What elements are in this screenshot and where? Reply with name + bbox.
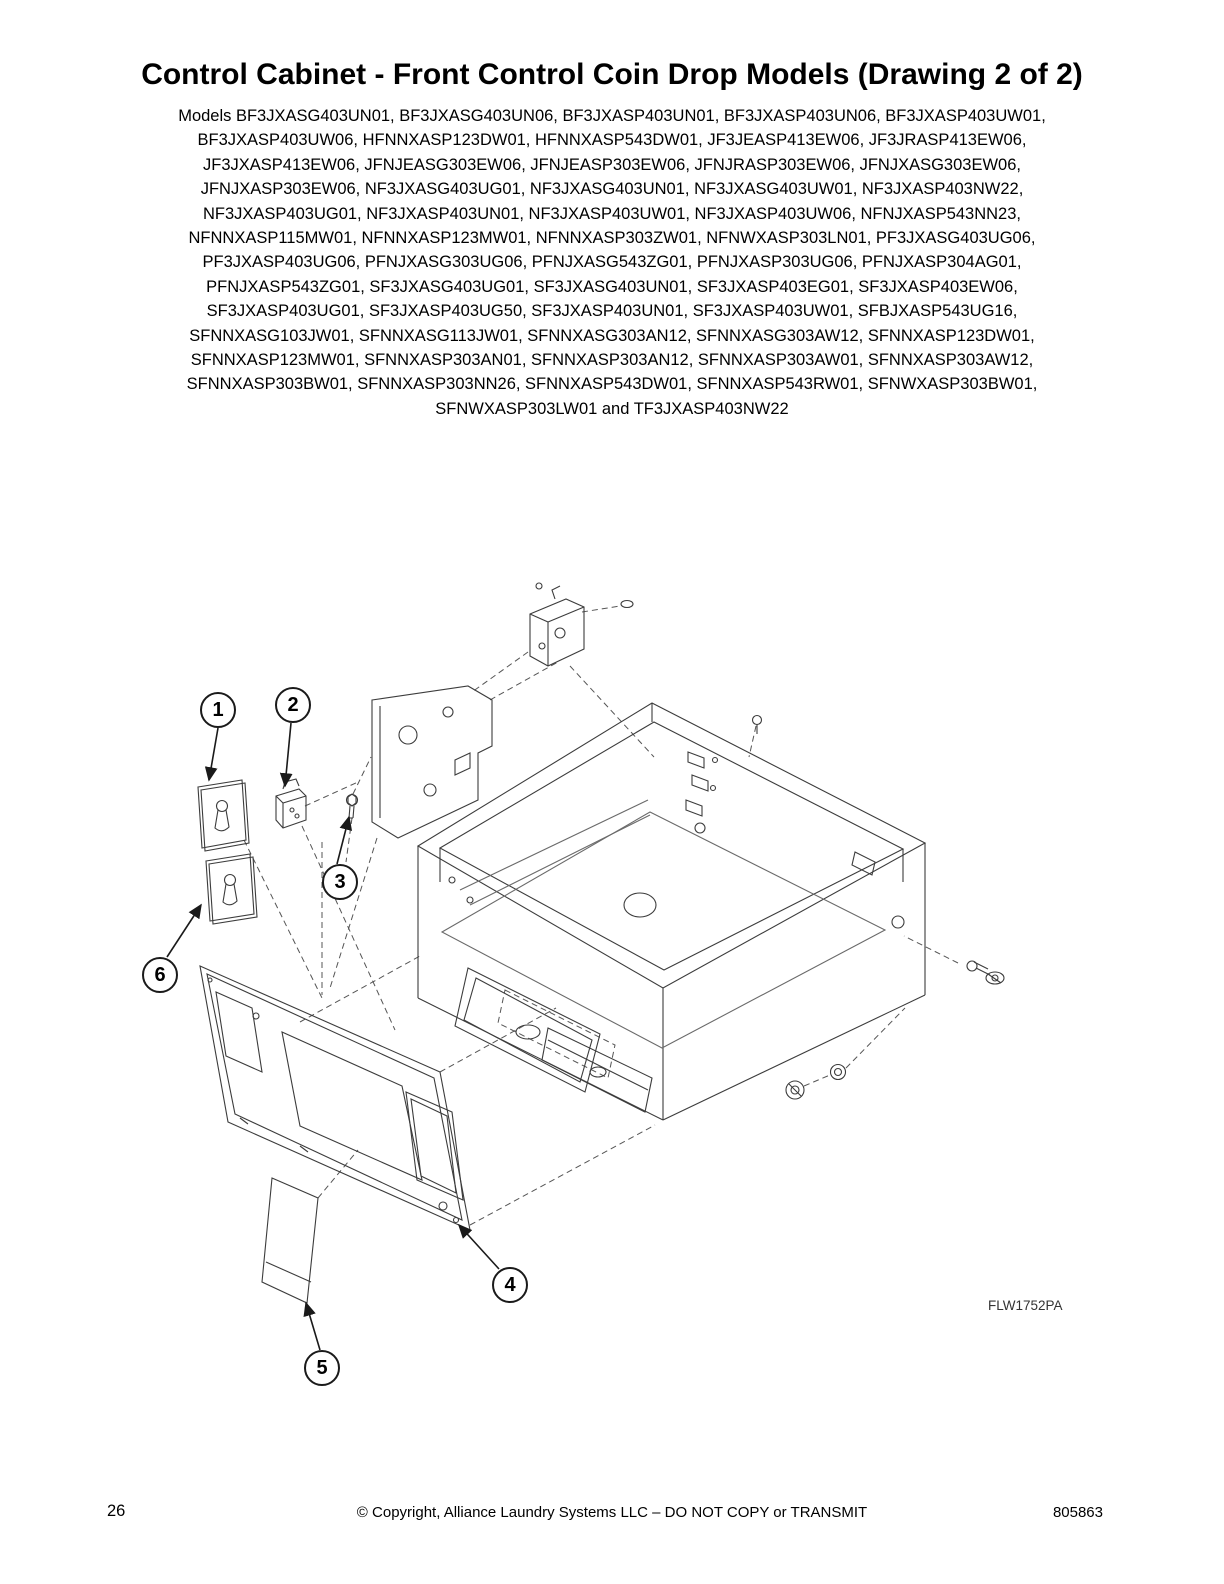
callout-number: 2: [287, 693, 299, 716]
callout-3: [322, 864, 358, 900]
callout-number: 4: [504, 1273, 516, 1296]
callout-4: [492, 1267, 528, 1303]
model-line: JFNJXASP303EW06, NF3JXASG403UG01, NF3JXASG403UN01, NF3JXASG403UW01, NF3JXASP403NW22,: [200, 180, 1024, 199]
model-line: Models BF3JXASG403UN01, BF3JXASG403UN06, BF3JXASP403UN01, BF3JXASP403UN06, BF3JXASP403UW01,: [178, 107, 1046, 125]
copyright-text: © Copyright, Alliance Laundry Systems LLC – DO NOT COPY or TRANSMIT: [356, 1504, 868, 1521]
callout-1: [200, 692, 236, 728]
model-line: SFNWXASP303LW01 and TF3JXASP403NW22: [435, 399, 789, 418]
page-number: 26: [107, 1502, 126, 1520]
callout-2: [275, 687, 311, 723]
page-footer: [0, 1502, 1224, 1532]
callout-6: [142, 957, 178, 993]
fastener-part: [967, 961, 1004, 984]
panel-insert-part-5: [262, 1178, 318, 1303]
model-line: BF3JXASP403UW06, HFNNXASP123DW01, HFNNXASP543DW01, JF3JEASP413EW06, JF3JRASP413EW06,: [197, 131, 1027, 150]
model-line: NF3JXASP403UG01, NF3JXASP403UN01, NF3JXASP403UW01, NF3JXASP403UW06, NFNJXASP543NN23,: [202, 204, 1021, 223]
callout-number: 5: [316, 1356, 328, 1379]
model-line: SF3JXASP403UG01, SF3JXASP403UG50, SF3JXASP403UN01, SF3JXASP403UW01, SFBJXASP543UG16,: [206, 302, 1018, 321]
callout-5: [304, 1350, 340, 1386]
mounting-bracket: [372, 686, 492, 838]
knob-parts: [786, 1065, 846, 1100]
callout-number: 3: [334, 870, 346, 893]
model-line: SFNNXASP303BW01, SFNNXASP303NN26, SFNNXASP543DW01, SFNNXASP543RW01, SFNWXASP303BW01,: [186, 375, 1038, 394]
construction-lines: [244, 606, 958, 1225]
model-line: NFNNXASP115MW01, NFNNXASP123MW01, NFNNXASP303ZW01, NFNWXASP303LN01, PF3JXASG403UG06,: [188, 229, 1036, 248]
front-panel-part-4: [200, 966, 470, 1230]
model-line: PF3JXASP403UG06, PFNJXASG303UG06, PFNJXASG543ZG01, PFNJXASP303UG06, PFNJXASP304AG01,: [202, 253, 1022, 272]
model-line: PFNJXASP543ZG01, SF3JXASG403UG01, SF3JXASG403UN01, SF3JXASP403EG01, SF3JXASP403EW06,: [206, 277, 1018, 296]
doc-number: 805863: [1052, 1504, 1103, 1521]
model-line: JF3JXASP413EW06, JFNJEASG303EW06, JFNJEASP303EW06, JFNJRASP303EW06, JFNJXASG303EW06,: [203, 155, 1021, 174]
page-title: Control Cabinet - Front Control Coin Drop Models (Drawing 2 of 2): [141, 58, 1083, 91]
callout-number: 1: [212, 698, 224, 721]
switch-part-2: [276, 779, 306, 828]
model-line: SFNNXASG103JW01, SFNNXASG113JW01, SFNNXASG303AN12, SFNNXASG303AW12, SFNNXASP123DW01,: [189, 326, 1035, 345]
figure-code: FLW1752PA: [988, 1298, 1063, 1313]
cabinet-body: [418, 703, 925, 1120]
coin-drop-assembly: [530, 583, 633, 666]
lock-plate-part-6: [206, 854, 257, 924]
callout-number: 6: [154, 963, 166, 986]
screw-part-3: [347, 794, 358, 818]
model-line: SFNNXASP123MW01, SFNNXASP303AN01, SFNNXASP303AN12, SFNNXASP303AW01, SFNNXASP303AW12,: [190, 351, 1034, 370]
lock-plate-part-1: [198, 780, 249, 851]
